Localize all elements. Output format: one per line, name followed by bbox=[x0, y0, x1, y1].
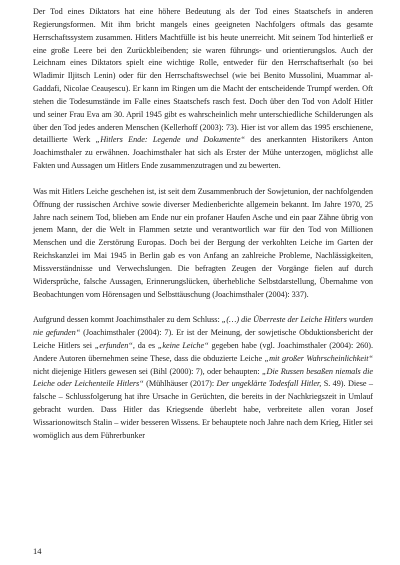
italic-text-run: „(…) die Überreste der Leiche Hitlers wurden nie gefunden“ bbox=[33, 315, 373, 338]
italic-text-run: „Die Russen besaßen niemals die Leiche oder Leichenteile Hitlers“ bbox=[33, 366, 373, 389]
paragraph bbox=[33, 6, 373, 173]
italic-text-run: „Hitlers Ende: Legende und Dokumente“ bbox=[95, 135, 246, 145]
text-run: nicht diejenige Hitlers gewesen sei (Bihl (2000): 7), oder behaupten: bbox=[33, 366, 262, 376]
text-run: S. 49). Diese – falsche – Schlussfolgerung hat ihre Ursache in Gerüchten, die bereits in der Nachkriegszeit in Umlauf gebracht wurden. Dass Hitler das Kriegsende überlebt habe, verbreitete allen voran Josef Wissarionowitsch Stalin – wider besseren Wissens. Er behauptete noch Jahre nach dem Krieg, Hitler sei womöglich aus dem Führerbunker bbox=[33, 379, 373, 440]
paragraph bbox=[33, 314, 373, 442]
italic-text-run: „keine Leiche“ bbox=[157, 340, 209, 350]
text-run: , da es bbox=[132, 340, 158, 350]
text-run: (Joachimsthaler (2004): 7). Er ist der Meinung, der sowjetische Obduktionsbericht der Leiche Hitlers sei bbox=[33, 328, 373, 350]
text-run: Was mit Hitlers Leiche geschehen ist, ist seit dem Zusammenbruch der Sowjetunion, der nachfolgenden Öffnung der russischen Archive sowie diverser Medienberichte allgemein bekannt. Im Jahre 1970, 25 Jahre nach seinem Tod, blieben am Ende nur ein profaner Haufen Asche und ein paar Zähne übrig von jenem Mann, der die Welt in Flammen setzte und verantwortlich war für den Tod von Millionen Menschen und die Zerstörung Europas. Doch bei der Bergung der verkohlten Leiche im Garten der Reichskanzlei im Mai 1945 in Berlin gab es von Anfang an zahlreiche Probleme, Nachlässigkeiten, Missverständnisse und Verwechslungen. Die befragten Zeugen der Vorgänge fielen auf durch Widersprüche, falsche Aussagen, Erinnerungslücken, überhebliche Selbstdarstellung, Übernahme von Beobachtungen vom Hörensagen und Selbsttäuschung (Joachimsthaler (2004): 337). bbox=[33, 186, 373, 299]
italic-text-run: „erfunden“ bbox=[94, 340, 133, 350]
text-run: Der Tod eines Diktators hat eine höhere Bedeutung als der Tod eines Staatschefs in anderen Regierungsformen. Mit ihm bricht mangels eines geeigneten Nachfolgers oftmals das gesamte Herrschaftssystem zusammen. Hitlers Machtfülle ist bis heute unerreicht. Mit seinem Tod hinterließ er eine große Leere bei den Zurückbleibenden; sie waren führungs- und orientierungslos. Auch der Leichnam eines Diktators spielt eine wichtige Rolle, entweder für den Herrschaftserhalt (so bei Wladimir Iljitsch Lenin) oder für den Herrschaftswechsel (wie bei Benito Mussolini, Muammar al-Gaddafi, Nicolae Ceaușescu). Er kann im Ringen um die Macht der entscheidende Trumpf werden. Oft stehen die Todesumstände im Falle eines Staatschefs rasch fest. Doch über den Tod von Adolf Hitler und seiner Frau Eva am 30. April 1945 gibt es wahrscheinlich mehr unterschiedliche Schilderungen als über den Tod jedes anderen Menschen (Kellerhoff (2003): 73). Hier ist vor allem das 1995 erschienene, detaillierte Werk bbox=[33, 7, 373, 145]
text-run: des anerkannten Historikers Anton Joachimsthaler zu erwähnen. Joachimsthaler hat sich als Erster der Mühe unterzogen, möglichst alle Fakten und Aussagen um Hitlers Ende zusammenzutragen und zu bewerten. bbox=[33, 135, 373, 171]
italic-text-run: Der ungeklärte Todesfall Hitler, bbox=[216, 379, 322, 389]
paragraph bbox=[33, 186, 373, 302]
page-number: 14 bbox=[33, 546, 42, 556]
text-run: Aufgrund dessen kommt Joachimsthaler zu dem Schluss: bbox=[33, 315, 222, 325]
italic-text-run: „mit großer Wahrscheinlichkeit“ bbox=[264, 353, 373, 363]
text-run: gegeben habe (vgl. Joachimsthaler (2004): 260). Andere Autoren übernehmen seine These, dass die obduzierte Leiche bbox=[33, 340, 374, 363]
body-text bbox=[33, 6, 373, 443]
text-run: (Mühlhäuser (2017): bbox=[143, 379, 217, 389]
